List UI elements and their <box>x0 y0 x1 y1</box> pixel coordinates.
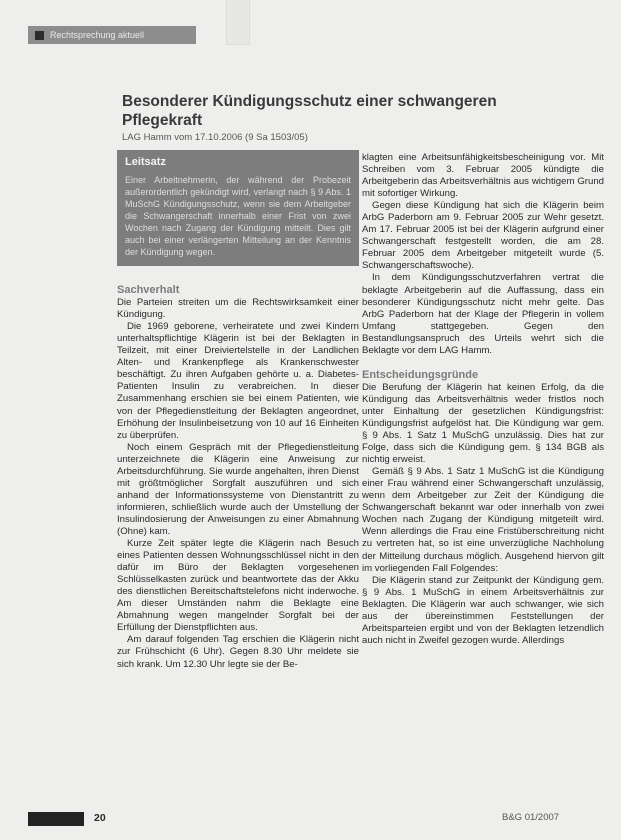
paragraph: Die 1969 geborene, verheiratete und zwei Kindern unterhaltspflichtige Klägerin ist bei der Beklagten in Teilzeit, mit einer Dreiviertelstelle in der Landlichen Alten- und Krankenpflege als Krankenschwester beschäftigt. Zu ihren Aufgaben gehörte u. a. Diabetes-Patienten Insulin zu verabreichen. In dieser Zusammenhang erschien sie bei einem Patienten, wie von der Pflegedienstleitung der Beklagten angeordnet, Erhöhung der Insulinbeisetzung von 10 auf 16 Einheiten zu überprüfen. <box>117 321 359 441</box>
section-square-icon <box>35 31 44 40</box>
article-title: Besonderer Kündigungsschutz einer schwangeren Pflegekraft <box>122 93 497 129</box>
article-subtitle: LAG Hamm vom 17.10.2006 (9 Sa 1503/05) <box>122 132 308 143</box>
paragraph: Die Berufung der Klägerin hat keinen Erfolg, da die Kündigung das Arbeitsverhältnis weder fristlos noch unter Einhaltung der gesetzlichen Kündigungsfrist: Kündigungsfrist aufgelöst hat. Die Kündigung war gem. § 9 Abs. 1 Satz 1 MuSchG unzulässig. Dies hat zur Folge, dass sich die Kündigung gem. § 134 BGB als nichtig erweist. <box>362 381 604 466</box>
leitsatz-box <box>117 150 359 266</box>
paragraph: In dem Kündigungsschutzverfahren vertrat die beklagte Arbeitgeberin auf die Auffassung, dass ein besonderer Kündigungsschutz nicht mehr gelte. Das ArbG Paderborn hat der Klage der Pflegerin in vollem Umfang stattgegeben. Gegen den Bestandlungsanspruch des Urteils wehrt sich die Beklagte vor dem LAG Hamm. <box>362 272 604 356</box>
leitsatz-heading: Leitsatz <box>125 156 166 168</box>
paragraph: klagten eine Arbeitsunfähigkeitsbescheinigung vor. Mit Schreiben vom 3. Februar 2005 kündigte die Arbeitgeberin das Arbeitsverhältnis aus wichtigem Grund mit sofortiger Wirkung. <box>362 152 604 200</box>
right-column <box>362 152 604 647</box>
binding-mark <box>226 0 250 45</box>
paragraph: Gemäß § 9 Abs. 1 Satz 1 MuSchG ist die Kündigung einer Frau während einer Schwangerschaft unzulässig, wenn dem Arbeitgeber zur Zeit der Kündigung die Schwangerschaft bekannt war oder innerhalb von zwei Wochen nach Zugang der Kündigung mitgeteilt wird. Wenn allerdings die Frau eine Fristüberschreitung nicht zu vertreten hat, so ist eine unverzügliche Nachholung der Mitteilung durchaus möglich. Ausgehend hiervon gilt im vorliegenden Fall Folgendes: <box>362 466 604 574</box>
paragraph: Am darauf folgenden Tag erschien die Klägerin nicht zur Frühschicht (6 Uhr). Gegen 8.30 Uhr meldete sie sich krank. Um 12.30 Uhr legte sie der Be- <box>117 634 359 670</box>
page-number: 20 <box>94 812 106 824</box>
leitsatz-text: Einer Arbeitnehmerin, der während der Probezeit außerordentlich gekündigt wird, verlangt nach § 9 Abs. 1 MuSchG Kündigungsschutz, wenn sie dem Arbeitgeber die Schwangerschaft innerhalb einer Frist von zwei Wochen nach Zugang der Kündigung mitteilt. Dies gilt auch bei einer verlängerten Mitteilung an der Kenntnis der Kündigung wegen. <box>125 175 351 258</box>
section-label: Rechtsprechung aktuell <box>50 30 145 40</box>
section-heading-entscheidungsgruende: Entscheidungsgründe <box>362 368 479 381</box>
paragraph: Kurze Zeit später legte die Klägerin nach Besuch eines Patienten dessen Wohnungsschlüssel nicht in den dafür im Büro der Beklagten vorgesehenen Schlüsselkasten zurück und beantwortete das der Akku des dienstlichen Bereitschaftstelefons nicht inderwoche. Am dieser Umständen nahm die Beklagte eine Abmahnung wegen mangelnder Sorgfalt bei der Erfüllung der Dienstpflichten aus. <box>117 538 359 634</box>
section-heading-sachverhalt: Sachverhalt <box>117 284 180 297</box>
paragraph: Die Klägerin stand zur Zeitpunkt der Kündigung gem. § 9 Abs. 1 MuSchG in einem Arbeitsverhältnis zur Beklagten. Die Klägerin war auch schwanger, wie sich aus der übereinstimmen Feststellungen der Arbeitsparteien ergibt und von der Beklagten letzendlich auch nicht in Zweifel gezogen wurde. Allerdings <box>362 574 604 646</box>
paragraph: Die Parteien streiten um die Rechtswirksamkeit einer Kündigung. <box>117 297 359 321</box>
paragraph: Gegen diese Kündigung hat sich die Klägerin beim ArbG Paderborn am 9. Februar 2005 zur Wehr gesetzt. Am 17. Februar 2005 ist bei der Klägerin aufgrund einer Schwangerschaft festgestellt worden, die am 28. Februar 2005 dem Arbeitgeber mitgeteilt wurde (5. Schwangerschaftswoche). <box>362 200 604 272</box>
paragraph: Noch einem Gespräch mit der Pflegedienstleitung unterzeichnete die Klägerin eine Anweisung zur Arbeitsdurchführung. Sie wurde angehalten, ihren Dienst mit größtmöglicher Sorgfalt auszuführen und sich anhand der Informationssysteme von Dienstantritt zu informieren, schließlich wurde auch der Umstellung der Insulindosierung der Anweisungen zu einer Abmahnung (Ohne) kam. <box>117 441 359 537</box>
journal-issue: B&G 01/2007 <box>502 812 560 823</box>
section-label-bar <box>28 26 196 44</box>
footer-bar <box>28 812 84 826</box>
left-column <box>117 150 359 671</box>
